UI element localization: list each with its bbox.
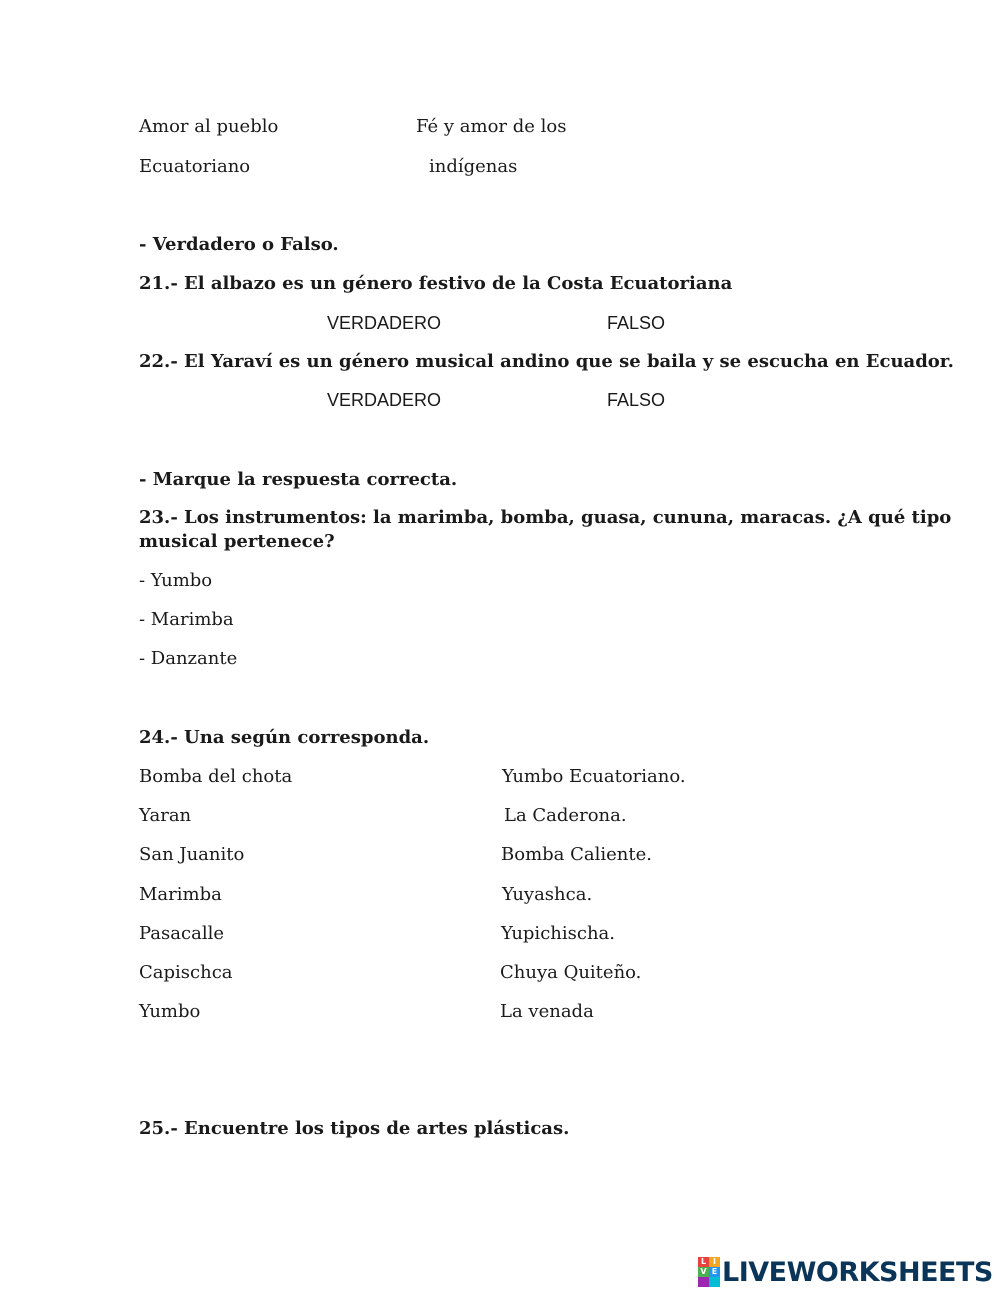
q23-option-yumbo[interactable]: - Yumbo: [139, 570, 213, 591]
match-left-5[interactable]: Pasacalle: [139, 923, 224, 944]
match-right-7[interactable]: La venada: [500, 1001, 594, 1022]
match-right-3[interactable]: Bomba Caliente.: [501, 844, 652, 865]
match-right-1[interactable]: Yumbo Ecuatoriano.: [502, 766, 686, 787]
logo-icon-cell: [698, 1277, 709, 1287]
question-25: 25.- Encuentre los tipos de artes plásticas.: [139, 1118, 570, 1139]
q23-option-marimba[interactable]: - Marimba: [139, 609, 234, 630]
match-left-3[interactable]: San Juanito: [139, 844, 245, 865]
question-23-line1: 23.- Los instrumentos: la marimba, bomba, guasa, cununa, maracas. ¿A qué tipo: [139, 507, 952, 528]
logo-icon-cell: I: [709, 1257, 720, 1267]
match-left-2[interactable]: Yaran: [139, 805, 192, 826]
logo-icon-cell: L: [698, 1257, 709, 1267]
top-right-1: Fé y amor de los: [416, 116, 567, 137]
logo-icon-cell: E: [709, 1267, 720, 1277]
match-left-4[interactable]: Marimba: [139, 884, 222, 905]
match-right-5[interactable]: Yupichischa.: [501, 923, 615, 944]
q22-true-option[interactable]: VERDADERO: [327, 390, 442, 410]
q21-true-option[interactable]: VERDADERO: [327, 313, 442, 333]
match-left-7[interactable]: Yumbo: [139, 1001, 201, 1022]
q22-false-option[interactable]: FALSO: [607, 390, 666, 410]
match-left-1[interactable]: Bomba del chota: [139, 766, 293, 787]
question-21: 21.- El albazo es un género festivo de la Costa Ecuatoriana: [139, 273, 733, 294]
multiple-choice-heading: - Marque la respuesta correcta.: [139, 469, 458, 490]
true-false-heading: - Verdadero o Falso.: [139, 234, 339, 255]
top-right-2: indígenas: [429, 156, 518, 177]
logo-icon-cell: [709, 1277, 720, 1287]
liveworksheets-logo-icon: [698, 1257, 720, 1287]
q23-option-danzante[interactable]: - Danzante: [139, 648, 238, 669]
match-left-6[interactable]: Capischca: [139, 962, 233, 983]
liveworksheets-logo: [698, 1254, 993, 1290]
top-left-2: Ecuatoriano: [139, 156, 251, 177]
logo-icon-cell: V: [698, 1267, 709, 1277]
top-left-1: Amor al pueblo: [139, 116, 279, 137]
match-right-2[interactable]: La Caderona.: [504, 805, 627, 826]
match-right-4[interactable]: Yuyashca.: [502, 884, 593, 905]
match-right-6[interactable]: Chuya Quiteño.: [500, 962, 642, 983]
question-23-line2: musical pertenece?: [139, 531, 335, 552]
q21-false-option[interactable]: FALSO: [607, 313, 666, 333]
question-22: 22.- El Yaraví es un género musical andino que se baila y se escucha en Ecuador.: [139, 351, 954, 372]
matching-heading: 24.- Una según corresponda.: [139, 727, 430, 748]
liveworksheets-logo-text: LIVEWORKSHEETS: [722, 1256, 993, 1288]
